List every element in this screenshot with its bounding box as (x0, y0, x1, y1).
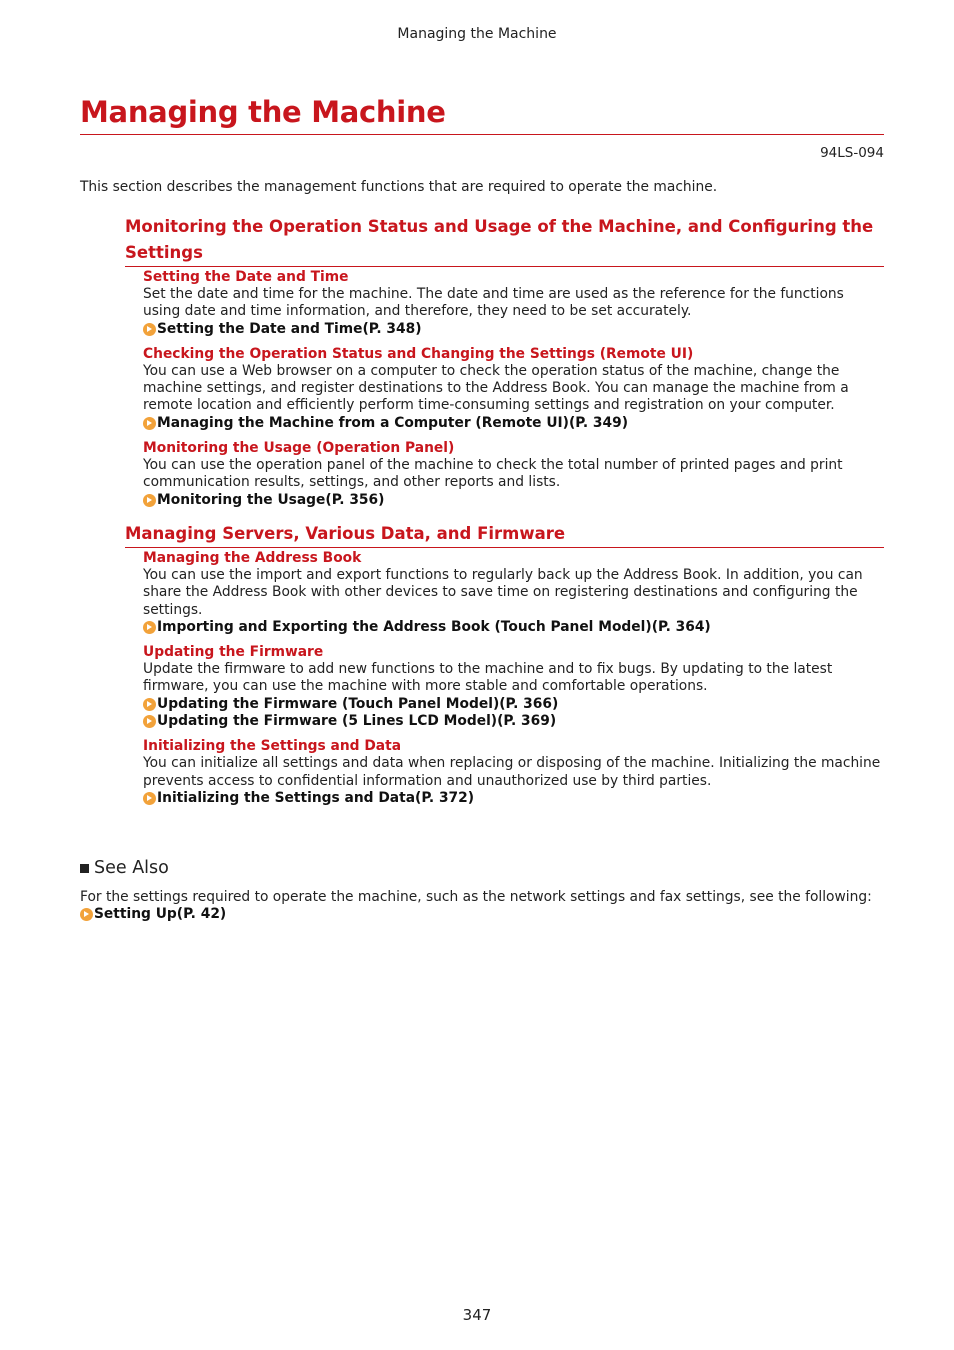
item-description: Update the firmware to add new functions to the machine and to fix bugs. By updating to the latest firmware, you can use the machine with more stable and comfortable operations. (143, 661, 833, 695)
item-date-time (143, 269, 884, 338)
link-label[interactable]: Setting Up(P. 42) (94, 906, 227, 922)
item-firmware (143, 644, 884, 730)
link-firmware-touch-panel[interactable] (143, 696, 884, 713)
see-also-heading (80, 858, 169, 878)
arrow-circle-icon (143, 698, 156, 711)
document-id: 94LS-094 (820, 145, 884, 161)
arrow-circle-icon (143, 715, 156, 728)
link-label[interactable]: Updating the Firmware (Touch Panel Model)(P. 366) (157, 695, 559, 712)
link-initializing[interactable] (143, 790, 884, 807)
running-header: Managing the Machine (397, 26, 557, 42)
arrow-circle-icon (143, 323, 156, 336)
item-description: You can use a Web browser on a computer to check the operation status of the machine, change the machine settings, and register destinations to the Address Book. You can manage the machine from a remote location and efficiently perform time-consuming settings and registration on your computer. (143, 362, 849, 414)
item-description: You can use the operation panel of the machine to check the total number of printed pages and print communication results, settings, and other reports and lists. (143, 457, 843, 491)
item-title: Checking the Operation Status and Changing the Settings (Remote UI) (143, 345, 694, 362)
item-remote-ui (143, 346, 884, 432)
section-managing-data (125, 521, 884, 807)
see-also-title: See Also (94, 858, 169, 878)
link-setting-date-time[interactable] (143, 321, 884, 338)
item-title: Updating the Firmware (143, 644, 324, 661)
link-label[interactable]: Importing and Exporting the Address Book (Touch Panel Model)(P. 364) (157, 618, 711, 635)
item-description: You can initialize all settings and data when replacing or disposing of the machine. Initializing the machine prevents access to confidential information and unauthorized use by third parties. (143, 755, 881, 789)
arrow-circle-icon (143, 417, 156, 430)
item-address-book (143, 550, 884, 636)
square-bullet-icon (80, 864, 89, 873)
arrow-circle-icon (143, 792, 156, 805)
see-also-body (80, 888, 884, 923)
arrow-circle-icon (143, 621, 156, 634)
link-setting-up[interactable] (80, 906, 884, 923)
item-title: Managing the Address Book (143, 549, 362, 566)
link-label[interactable]: Monitoring the Usage(P. 356) (157, 491, 385, 508)
intro-text: This section describes the management functions that are required to operate the machine. (80, 179, 718, 195)
section-title: Monitoring the Operation Status and Usage of the Machine, and Configuring the Settings (125, 214, 884, 267)
page-number: 347 (462, 1306, 492, 1324)
link-label[interactable]: Managing the Machine from a Computer (Remote UI)(P. 349) (157, 414, 628, 431)
link-firmware-lcd[interactable] (143, 713, 884, 730)
item-title: Initializing the Settings and Data (143, 738, 402, 755)
item-description: Set the date and time for the machine. The date and time are used as the reference for the functions using date and time information, and therefore, they need to be set accurately. (143, 286, 844, 320)
link-monitoring-usage[interactable] (143, 492, 884, 509)
section-monitoring (125, 214, 884, 509)
item-description: You can use the import and export functions to regularly back up the Address Book. In addition, you can share the Address Book with other devices to save time on registering destinations and configuring the settings. (143, 566, 863, 618)
page-title: Managing the Machine (80, 92, 884, 135)
see-also-description: For the settings required to operate the machine, such as the network settings and fax settings, see the following: (80, 889, 872, 905)
arrow-circle-icon (143, 494, 156, 507)
arrow-circle-icon (80, 908, 93, 921)
link-label[interactable]: Updating the Firmware (5 Lines LCD Model)(P. 369) (157, 713, 557, 730)
link-remote-ui[interactable] (143, 415, 884, 432)
item-initializing (143, 738, 884, 807)
link-label[interactable]: Initializing the Settings and Data(P. 372) (157, 789, 475, 806)
link-label[interactable]: Setting the Date and Time(P. 348) (157, 320, 422, 337)
item-monitoring-usage (143, 440, 884, 509)
item-title: Monitoring the Usage (Operation Panel) (143, 440, 455, 457)
link-address-book[interactable] (143, 619, 884, 636)
section-title: Managing Servers, Various Data, and Firmware (125, 521, 884, 548)
sections-container (125, 214, 884, 819)
item-title: Setting the Date and Time (143, 269, 349, 285)
